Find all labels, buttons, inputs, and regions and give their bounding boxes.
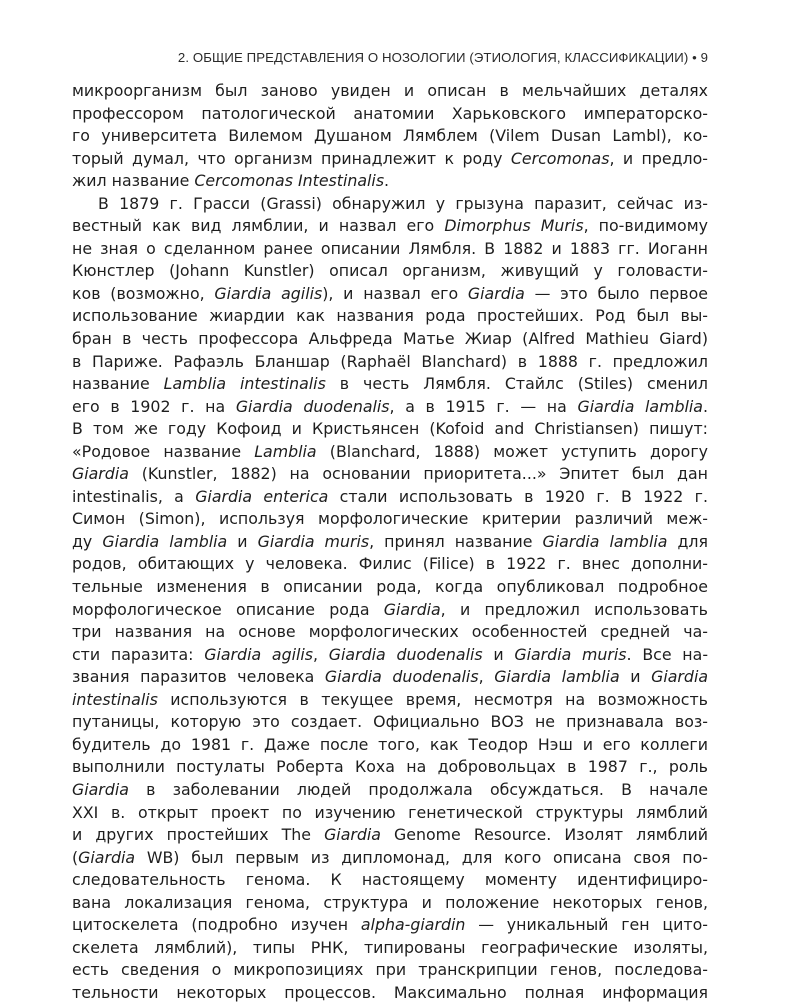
text-line (72, 824, 708, 847)
text-line (72, 644, 708, 667)
text-line (72, 418, 708, 441)
text-run: название (72, 374, 164, 394)
italic-term: Dimorphus Muris (444, 216, 584, 236)
text-run: ( (72, 847, 79, 867)
text-run: (Kunstler, 1882) на основании приоритета...» Эпитет был дан (128, 464, 708, 484)
text-run: бран в честь профессора Альфреда Матье Жиар (Alfred Mathieu Giard) (72, 329, 708, 349)
text-run: . (702, 396, 708, 416)
text-run: «Родовое название (72, 441, 255, 461)
text-run: используются в текущее время, несмотря на возможность (157, 689, 708, 709)
text-run: стали использовать в 1920 г. В 1922 г. (328, 486, 708, 506)
text-line (72, 869, 708, 892)
text-run: звания паразитов человека (72, 667, 325, 687)
text-line (72, 847, 708, 870)
text-run: сти паразита: (72, 644, 205, 664)
text-line (72, 802, 708, 825)
italic-term: Giardia agilis (214, 283, 323, 303)
text-run: Genome Resource. Изолят лямблий (380, 825, 708, 845)
italic-term: Giardia muris (514, 644, 627, 664)
text-line (72, 621, 708, 644)
italic-term: intestinalis (72, 689, 158, 709)
text-run: профессором патологической анатомии Харьковского императорско- (72, 103, 708, 123)
text-line (72, 351, 708, 374)
italic-term: Giardia duodenalis (328, 644, 483, 664)
text-run: следовательность генома. К настоящему моменту идентифициро- (72, 870, 708, 890)
text-line (72, 463, 708, 486)
text-run: . Все на- (626, 644, 709, 664)
italic-term: Giardia (383, 599, 441, 619)
text-line (72, 441, 708, 464)
italic-term: Giardia lamblia (494, 667, 620, 687)
italic-term: Giardia enterica (195, 486, 329, 506)
text-run: в Париже. Рафаэль Бланшар (Raphaël Blanchard) в 1888 г. предложил (72, 351, 708, 371)
text-run: XXI в. открыт проект по изучению генетической структуры лямблий (72, 802, 708, 822)
text-run: , и предло- (609, 148, 709, 168)
text-run: скелета лямблий), типы РНК, типированы географические изоляты, (72, 937, 708, 957)
text-line (72, 576, 708, 599)
italic-term: Giardia (78, 847, 136, 867)
text-line (72, 937, 708, 960)
text-line (72, 959, 708, 982)
text-run: . (384, 171, 390, 191)
text-line (72, 892, 708, 915)
text-run: выполнили постулаты Роберта Коха на добровольцах в 1987 г., роль (72, 757, 708, 777)
italic-term: Giardia (651, 667, 709, 687)
text-line (72, 125, 708, 148)
text-line (72, 508, 708, 531)
text-run: и (482, 644, 515, 664)
text-line (72, 396, 708, 419)
text-run: морфологическое описание рода (72, 599, 384, 619)
text-run: тельные изменения в описании рода, когда опубликовал подробное (72, 577, 708, 597)
text-line (72, 531, 708, 554)
italic-term: Cercomonas Intestinalis (194, 171, 385, 191)
italic-term: Giardia duodenalis (235, 396, 390, 416)
italic-term: Lamblia intestinalis (163, 374, 326, 394)
text-run: — уникальный ген цито- (465, 915, 709, 935)
italic-term: alpha-giardin (360, 915, 466, 935)
text-run: , принял название (369, 531, 543, 551)
text-run: В 1879 г. Грасси (Grassi) обнаружил у грызуна паразит, сейчас из- (98, 193, 708, 213)
text-line (72, 148, 708, 171)
text-run: — это было первое (524, 283, 708, 303)
text-line (72, 238, 708, 261)
italic-term: Cercomonas (510, 148, 610, 168)
italic-term: Giardia (72, 464, 129, 484)
italic-term: Giardia lamblia (102, 531, 228, 551)
text-run: вана локализация генома, структура и положение некоторых генов, (72, 892, 708, 912)
text-line (72, 170, 708, 193)
text-run: (Blanchard, 1888) может уступить дорогу (316, 441, 708, 461)
running-header (72, 50, 708, 65)
text-run: цитоскелета (подробно изучен (72, 915, 361, 935)
text-line (72, 80, 708, 103)
text-line (72, 666, 708, 689)
text-line (72, 599, 708, 622)
italic-term: Giardia (324, 825, 381, 845)
text-line (72, 734, 708, 757)
text-line (72, 328, 708, 351)
text-run: не зная о сделанном ранее описании Лямбля. В 1882 и 1883 гг. Иоганн (72, 238, 708, 258)
italic-term: Giardia (72, 779, 129, 799)
text-line (72, 103, 708, 126)
text-run: Кюнстлер (Johann Kunstler) описал организм, живущий у головасти- (72, 261, 708, 281)
text-run: в честь Лямбля. Стайлс (Stiles) сменил (325, 374, 708, 394)
text-run: intestinalis, а (72, 486, 196, 506)
text-run: три названия на основе морфологических особенностей средней ча- (72, 622, 708, 642)
text-run: , (313, 644, 329, 664)
text-line (72, 689, 708, 712)
text-line (72, 486, 708, 509)
text-line (72, 982, 708, 1004)
text-run: , по-видимому (583, 216, 708, 236)
text-run: родов, обитающих у человека. Филис (Filice) в 1922 г. внес дополни- (72, 554, 708, 574)
italic-term: Giardia (467, 283, 525, 303)
italic-term: Giardia duodenalis (324, 667, 479, 687)
text-run: , и предложил использовать (440, 599, 708, 619)
body-text (72, 80, 708, 1004)
text-run: микроорганизм был заново увиден и описан в мельчайших деталях (72, 81, 708, 100)
text-line (72, 193, 708, 216)
text-line (72, 756, 708, 779)
text-run: путаницы, которую это создает. Официально ВОЗ не признавала воз- (72, 712, 708, 732)
text-run: использование жиардии как названия рода простейших. Род был вы- (72, 306, 708, 326)
text-line (72, 260, 708, 283)
italic-term: Lamblia (254, 441, 317, 461)
page-number: 9 (700, 50, 708, 65)
text-line (72, 553, 708, 576)
italic-term: Giardia muris (257, 531, 370, 551)
text-run: , а в 1915 г. — на (389, 396, 578, 416)
text-run: ), и назвал его (322, 283, 468, 303)
running-title: 2. ОБЩИЕ ПРЕДСТАВЛЕНИЯ О НОЗОЛОГИИ (ЭТИОЛОГИЯ, КЛАССИФИКАЦИИ) (177, 50, 689, 65)
text-run: тельности некоторых процессов. Максимально полная информация (72, 982, 708, 1002)
text-run: В том же году Кофоид и Кристьянсен (Kofoid and Christiansen) пишут: (72, 419, 708, 439)
text-run: жил название (72, 171, 195, 191)
text-line (72, 711, 708, 734)
text-line (72, 914, 708, 937)
text-run: го университета Вилемом Душаном Лямблем (Vilem Dusan Lambl), ко- (72, 126, 708, 146)
text-run: в заболевании людей продолжала обсуждаться. В начале (128, 779, 708, 799)
text-run: ду (72, 531, 103, 551)
text-line (72, 373, 708, 396)
text-run: для (667, 531, 708, 551)
text-run: и (227, 531, 258, 551)
italic-term: Giardia lamblia (577, 396, 703, 416)
text-line (72, 215, 708, 238)
text-run: вестный как вид лямблии, и назвал его (72, 216, 445, 236)
text-line (72, 305, 708, 328)
text-line (72, 283, 708, 306)
text-run: WB) был первым из дипломонад, для кого описана своя по- (135, 847, 708, 867)
text-run: будитель до 1981 г. Даже после того, как Теодор Нэш и его коллеги (72, 734, 708, 754)
italic-term: Giardia agilis (204, 644, 314, 664)
text-run: Симон (Simon), используя морфологические критерии различий меж- (72, 509, 708, 529)
header-separator: • (688, 50, 701, 65)
text-run: его в 1902 г. на (72, 396, 236, 416)
text-run: ков (возможно, (72, 283, 215, 303)
text-line (72, 779, 708, 802)
text-run: торый думал, что организм принадлежит к роду (72, 148, 511, 168)
text-run: , (478, 667, 495, 687)
text-run: и (619, 667, 652, 687)
text-run: есть сведения о микропозициях при транскрипции генов, последова- (72, 960, 708, 980)
text-run: и других простейших The (72, 825, 325, 845)
italic-term: Giardia lamblia (542, 531, 668, 551)
